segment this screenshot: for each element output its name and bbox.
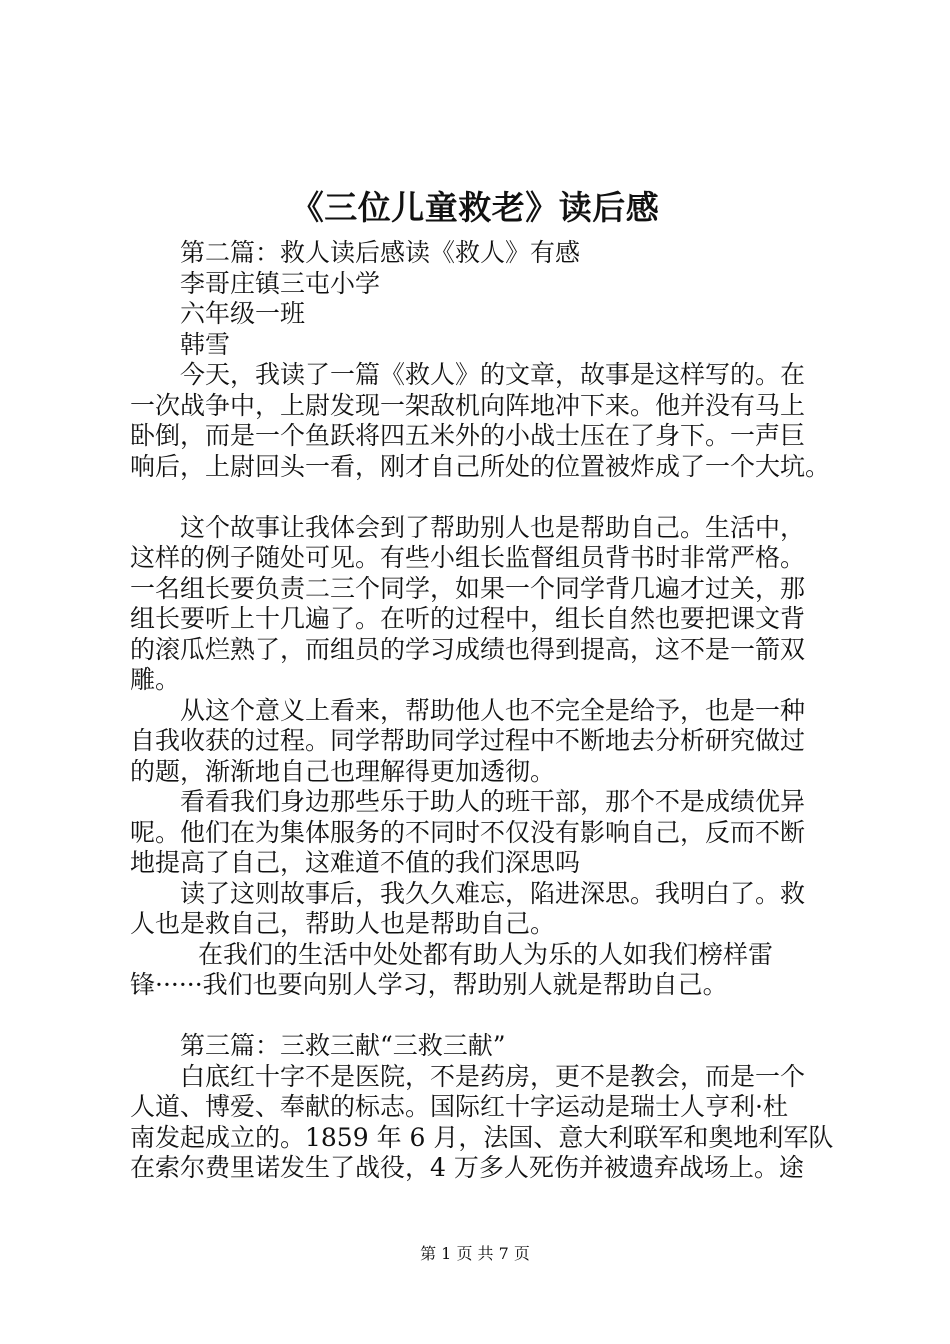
paragraph-line: 从这个意义上看来，帮助他人也不完全是给予，也是一种 — [180, 695, 806, 725]
paragraph-line: 卧倒，而是一个鱼跃将四五米外的小战士压在了身下。一声巨 — [130, 421, 806, 450]
document-title: 《三位儿童救老》读后感 — [290, 188, 660, 227]
paragraph-line: 看看我们身边那些乐于助人的班干部，那个不是成绩优异 — [180, 787, 806, 816]
paragraph-line: 一次战争中，上尉发现一架敌机向阵地冲下来。他并没有马上 — [130, 390, 806, 420]
paragraph-line: 地提高了自己，这难道不值的我们深思吗 — [130, 848, 581, 877]
paragraph-line: 南发起成立的。1859 年 6 月，法国、意大利联军和奥地利军队 — [130, 1122, 834, 1152]
paragraph-line: 的滚瓜烂熟了，而组员的学习成绩也得到提高，这不是一箭双 — [130, 634, 806, 664]
paragraph-spacer — [130, 482, 830, 513]
paragraph-line: 这样的例子随处可见。有些小组长监督组员背书时非常严格。 — [130, 543, 806, 572]
section-heading: 第三篇：三救三献“三救三献” — [180, 1031, 506, 1060]
paragraph-line: 响后，上尉回头一看，刚才自己所处的位置被炸成了一个大坑。 — [130, 451, 831, 481]
paragraph-line: 自我收获的过程。同学帮助同学过程中不断地去分析研究做过 — [130, 726, 806, 755]
paragraph-line: 人也是救自己，帮助人也是帮助自己。 — [130, 909, 556, 938]
paragraph-line: 在我们的生活中处处都有助人为乐的人如我们榜样雷 — [198, 939, 774, 969]
paragraph-line: 人道、博爱、奉献的标志。国际红十字运动是瑞士人亨利·杜 — [130, 1092, 788, 1121]
paragraph-line: 呢。他们在为集体服务的不同时不仅没有影响自己，反而不断 — [130, 817, 806, 847]
paragraph-line: 锋······我们也要向别人学习，帮助别人就是帮助自己。 — [130, 970, 728, 999]
paragraph-line: 组长要听上十几遍了。在听的过程中，组长自然也要把课文背 — [130, 604, 806, 633]
paragraph-line: 这个故事让我体会到了帮助别人也是帮助自己。生活中， — [180, 512, 806, 542]
paragraph-line: 白底红十字不是医院，不是药房，更不是教会，而是一个 — [180, 1061, 806, 1091]
school-line: 李哥庄镇三屯小学 — [180, 268, 381, 298]
page-footer: 第 1 页 共 7 页 — [420, 1244, 530, 1263]
paragraph-line: 雕。 — [130, 665, 181, 694]
paragraph-line: 一名组长要负责二三个同学，如果一个同学背几遍才过关，那 — [130, 573, 806, 603]
author-line: 韩雪 — [180, 329, 231, 359]
paragraph-line: 在索尔费里诺发生了战役，4 万多人死伤并被遗弃战场上。途 — [130, 1153, 804, 1182]
paragraph-line: 读了这则故事后，我久久难忘，陷进深思。我明白了。救 — [180, 878, 806, 908]
paragraph-spacer — [130, 1001, 830, 1032]
paragraph-line: 今天，我读了一篇《救人》的文章，故事是这样写的。在 — [180, 360, 806, 389]
paragraph-line: 的题，渐渐地自己也理解得更加透彻。 — [130, 756, 556, 786]
class-line: 六年级一班 — [180, 299, 306, 328]
document-body — [130, 238, 834, 1184]
section-heading: 第二篇：救人读后感读《救人》有感 — [180, 238, 581, 267]
